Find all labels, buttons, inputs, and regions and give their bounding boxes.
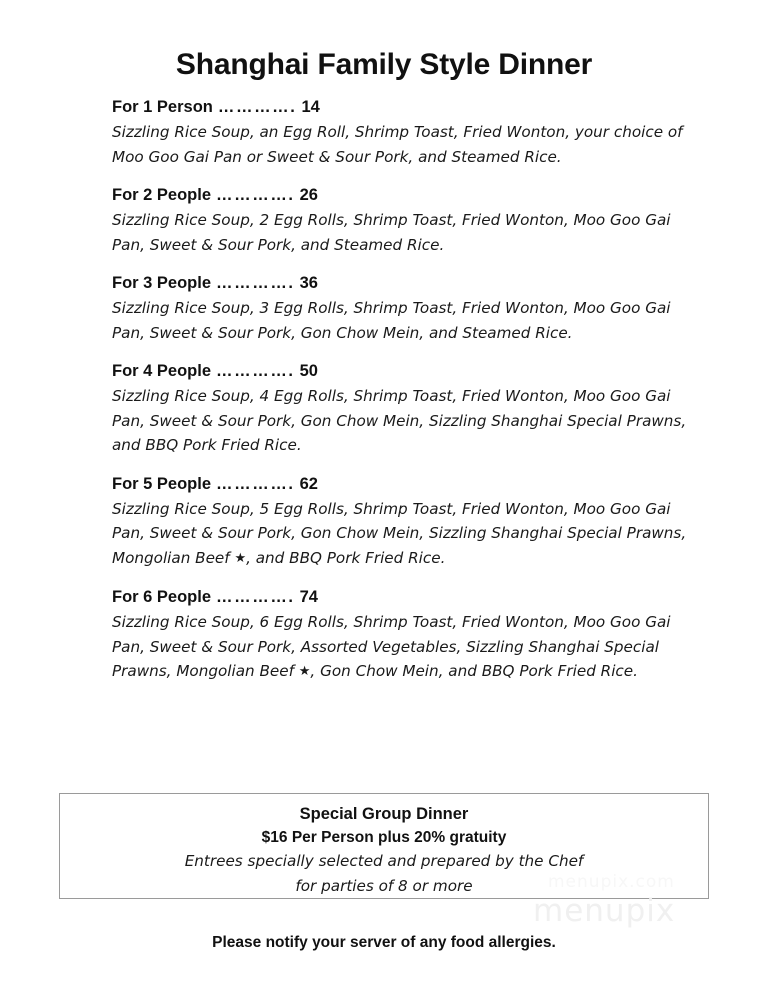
menupix-watermark: menupix [533,893,676,929]
group-dinner-heading: Special Group Dinner [299,805,469,823]
dot-leader: …………. [216,362,295,380]
menu-section-6-people [112,588,687,685]
menu-section-2-people [112,186,687,257]
section-heading [112,274,687,293]
section-heading [112,475,687,494]
section-label: For 4 People [112,362,212,380]
description-text-part-1: Sizzling Rice Soup, 6 Egg Rolls, Shrimp Toast, Fried Wonton, Moo Goo Gai Pan, Sweet & Sour Pork, Assorted Vegetables, Sizzling Shanghai Special Prawns, Mongolian Beef [112,613,671,680]
spicy-star-icon: ★ [234,550,247,566]
section-price: 50 [299,362,318,380]
section-label: For 1 Person [112,98,213,116]
menu-section-1-person [112,98,687,169]
page-title: Shanghai Family Style Dinner [175,48,593,81]
section-price: 26 [299,186,318,204]
dot-leader: …………. [216,588,295,606]
watermark-faint-text: menupix.com [548,872,675,892]
menu-sections-list [112,98,687,702]
section-label: For 2 People [112,186,212,204]
dot-leader: …………. [216,186,295,204]
section-label: For 3 People [112,274,212,292]
description-text-part-2: , and BBQ Pork Fried Rice. [246,548,446,567]
section-description: Sizzling Rice Soup, 4 Egg Rolls, Shrimp Toast, Fried Wonton, Moo Goo Gai Pan, Sweet & Sour Pork, Gon Chow Mein, Sizzling Shanghai Special Prawns, and BBQ Pork Fried Rice. [112,387,687,454]
section-description: Sizzling Rice Soup, 3 Egg Rolls, Shrimp Toast, Fried Wonton, Moo Goo Gai Pan, Sweet & Sour Pork, Gon Chow Mein, and Steamed Rice. [112,299,671,342]
section-label: For 6 People [112,588,212,606]
spicy-star-icon: ★ [298,664,311,679]
menu-section-5-people [112,475,687,572]
dot-leader: …………. [216,274,295,292]
section-heading [112,186,687,205]
section-label: For 5 People [112,474,212,493]
section-description: Sizzling Rice Soup, 2 Egg Rolls, Shrimp Toast, Fried Wonton, Moo Goo Gai Pan, Sweet & Sour Pork, and Steamed Rice. [112,211,671,254]
section-heading [112,362,687,381]
section-price: 74 [299,588,318,606]
section-description [112,610,687,685]
description-text-part-1: Sizzling Rice Soup, 5 Egg Rolls, Shrimp Toast, Fried Wonton, Moo Goo Gai Pan, Sweet & Sour Pork, Gon Chow Mein, Sizzling Shanghai Special Prawns, Mongolian Beef [112,499,687,567]
special-group-dinner-box [59,793,709,899]
group-dinner-price: $16 Per Person plus 20% gratuity [261,829,507,846]
section-description: Sizzling Rice Soup, an Egg Roll, Shrimp Toast, Fried Wonton, your choice of Moo Goo Gai Pan or Sweet & Sour Pork, and Steamed Rice. [112,123,683,166]
description-text-part-2: , Gon Chow Mein, and BBQ Pork Fried Rice. [310,662,638,680]
section-description [112,497,687,572]
group-dinner-note-line-1: Entrees specially selected and prepared by the Chef [184,852,584,870]
section-price: 62 [299,474,318,493]
menu-section-4-people [112,362,687,458]
section-heading [112,98,687,117]
section-price: 36 [299,274,318,292]
allergy-notice: Please notify your server of any food allergies. [212,934,556,951]
dot-leader: …………. [217,98,297,116]
section-price: 14 [301,98,320,116]
menu-section-3-people [112,274,687,345]
dot-leader: …………. [216,474,295,493]
group-dinner-note-line-2: for parties of 8 or more [295,877,473,895]
section-heading [112,588,687,607]
